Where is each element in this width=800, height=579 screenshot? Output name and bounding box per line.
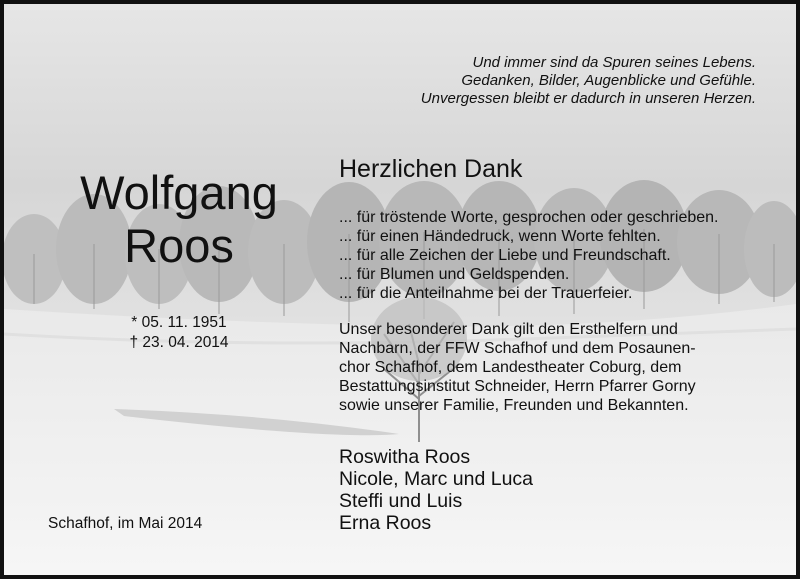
thanks-item: ... für alle Zeichen der Liebe und Freundschaft. — [339, 247, 671, 264]
quote-line: Unvergessen bleibt er dadurch in unseren Herzen. — [420, 90, 756, 107]
signer: Erna Roos — [339, 512, 432, 534]
paragraph-line: sowie unserer Familie, Freunden und Bekannten. — [339, 397, 689, 414]
paragraph-line: Unser besonderer Dank gilt den Ersthelfern und — [339, 321, 678, 338]
thanks-item: ... für einen Händedruck, wenn Worte fehlten. — [339, 228, 661, 245]
memorial-quote — [356, 54, 756, 108]
signer: Roswitha Roos — [339, 446, 471, 468]
paragraph-line: chor Schafhof, dem Landestheater Coburg, dem — [339, 359, 682, 376]
thanks-item: ... für die Anteilnahme bei der Trauerfeier. — [339, 285, 633, 302]
quote-line: Und immer sind da Spuren seines Lebens. — [472, 54, 756, 71]
place-and-date: Schafhof, im Mai 2014 — [48, 515, 203, 532]
thanks-list — [339, 208, 718, 303]
last-name: Roos — [124, 219, 234, 272]
quote-line: Gedanken, Bilder, Augenblicke und Gefühle. — [461, 72, 756, 89]
death-date: † 23. 04. 2014 — [129, 334, 229, 351]
signer: Nicole, Marc und Luca — [339, 468, 534, 490]
signers-list — [339, 446, 533, 534]
life-dates — [44, 313, 314, 353]
first-name: Wolfgang — [80, 166, 278, 219]
thanks-heading: Herzlichen Dank — [339, 155, 523, 183]
signer: Steffi und Luis — [339, 490, 463, 512]
paragraph-line: Bestattungsinstitut Schneider, Herrn Pfarrer Gorny — [339, 378, 696, 395]
deceased-name — [44, 166, 314, 272]
paragraph-line: Nachbarn, der FFW Schafhof und dem Posaunen- — [339, 340, 696, 357]
birth-date: * 05. 11. 1951 — [131, 314, 227, 331]
special-thanks-paragraph — [339, 320, 696, 415]
thanks-item: ... für Blumen und Geldspenden. — [339, 266, 570, 283]
thanks-item: ... für tröstende Worte, gesprochen oder geschrieben. — [339, 209, 719, 226]
